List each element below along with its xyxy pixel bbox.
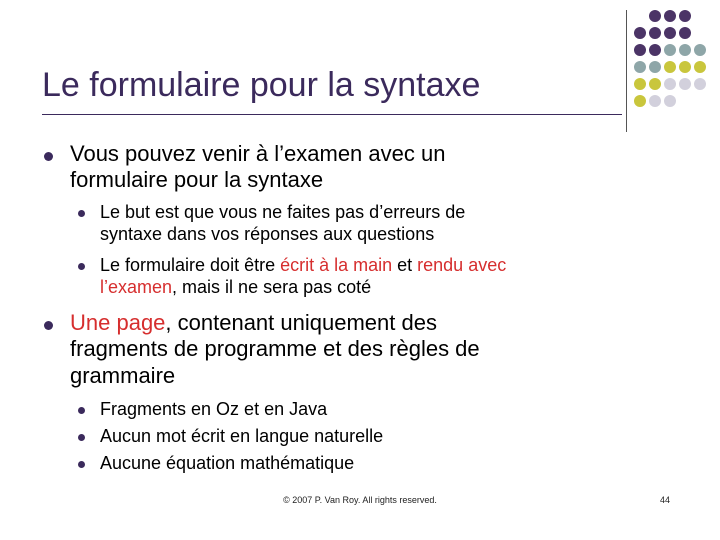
- decor-dot: [694, 61, 706, 73]
- bullet-2-line-2: fragments de programme et des règles de: [70, 336, 480, 362]
- sub-bullet-marker: [78, 434, 85, 441]
- decor-dot: [664, 78, 676, 90]
- decor-dot: [664, 44, 676, 56]
- title-underline: [42, 114, 622, 115]
- decor-dot: [634, 27, 646, 39]
- bullet-1-text: [70, 141, 445, 194]
- decor-dot: [679, 78, 691, 90]
- text-run: , mais il ne sera pas coté: [172, 276, 372, 297]
- bullet-1-line-2: formulaire pour la syntaxe: [70, 167, 324, 193]
- decor-dot: [649, 44, 661, 56]
- decor-dot: [649, 61, 661, 73]
- sub-bullet-1-1-line-2: syntaxe dans vos réponses aux questions: [100, 223, 435, 244]
- sub-bullet-1-1-line-1: Le but est que vous ne faites pas d’erreurs de: [100, 202, 466, 222]
- text-run: , contenant uniquement des: [165, 310, 437, 335]
- highlight-handwritten: écrit à la main: [280, 255, 393, 275]
- decor-dot-grid: [636, 10, 720, 120]
- decor-dot: [679, 61, 691, 73]
- decor-dot: [634, 61, 646, 73]
- sub-bullet-2-2-text: Aucun mot écrit en langue naturelle: [100, 426, 384, 446]
- sub-bullet-marker: [78, 210, 85, 217]
- decor-dot: [679, 27, 691, 39]
- decor-dot: [694, 44, 706, 56]
- sub-bullet-marker: [78, 263, 85, 270]
- bullet-2-line-1: [70, 310, 480, 336]
- page-number: 44: [660, 495, 671, 505]
- decor-dot: [634, 78, 646, 90]
- decor-dot: [649, 10, 661, 22]
- decor-dot: [634, 44, 646, 56]
- decor-dot: [634, 95, 646, 107]
- highlight-returned-with: rendu avec: [417, 255, 507, 275]
- text-run: et: [392, 255, 418, 275]
- sub-bullet-1-2-text: [100, 255, 506, 298]
- copyright-footer: © 2007 P. Van Roy. All rights reserved.: [283, 495, 437, 505]
- decor-dot: [664, 27, 676, 39]
- decor-dot: [664, 10, 676, 22]
- highlight-one-page: Une page: [70, 310, 166, 335]
- bullet-2-text: [70, 310, 480, 389]
- decor-vertical-line: [626, 10, 627, 132]
- decor-dot: [694, 78, 706, 90]
- bullet-1-line-1: Vous pouvez venir à l’examen avec un: [70, 141, 446, 166]
- sub-bullet-2-3-text: Aucune équation mathématique: [100, 453, 355, 473]
- decor-dot: [679, 10, 691, 22]
- sub-bullet-marker: [78, 461, 85, 468]
- highlight-exam: l’examen: [100, 276, 173, 297]
- text-run: Le formulaire doit être: [100, 255, 281, 275]
- sub-bullet-1-1-text: [100, 202, 465, 245]
- slide-title: Le formulaire pour la syntaxe: [42, 66, 481, 104]
- decor-dot: [649, 95, 661, 107]
- bullet-marker: [44, 152, 53, 161]
- decor-dot: [664, 61, 676, 73]
- decor-dot: [649, 78, 661, 90]
- sub-bullet-1-2-line-1: [100, 255, 506, 277]
- sub-bullet-1-2-line-2: [100, 277, 506, 299]
- bullet-2-line-3: grammaire: [70, 362, 176, 388]
- decor-dot: [649, 27, 661, 39]
- decor-dot: [664, 95, 676, 107]
- decor-dot: [679, 44, 691, 56]
- sub-bullet-2-1-text: Fragments en Oz et en Java: [100, 399, 328, 419]
- sub-bullet-marker: [78, 407, 85, 414]
- bullet-marker: [44, 321, 53, 330]
